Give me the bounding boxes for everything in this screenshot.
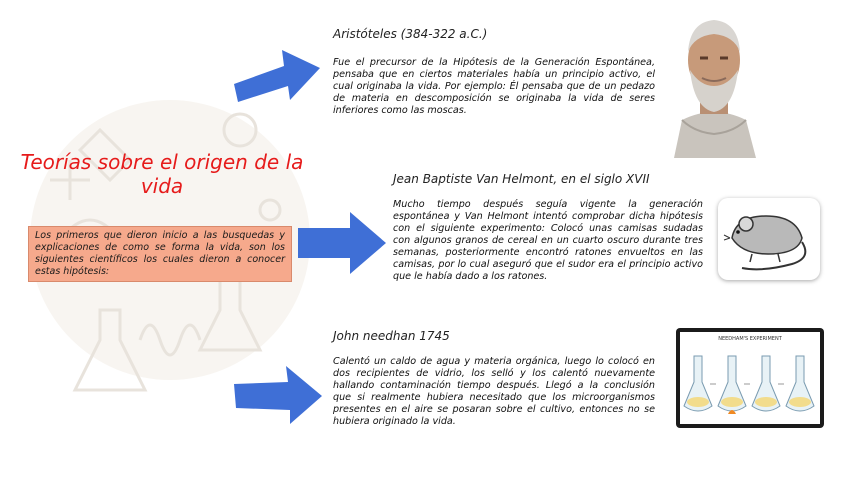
- flasks-illustration: [680, 346, 820, 422]
- needham-experiment-image: [680, 332, 820, 424]
- rat-image-frame: [718, 198, 820, 280]
- rat-image: [722, 202, 816, 276]
- arrow-right-icon: [296, 210, 388, 276]
- arrow-right-icon: [232, 44, 322, 108]
- section-body-needham: Calentó un caldo de agua y materia orgánica, luego lo colocó en dos recipientes de vidrio, los selló y los calentó nuevamente hallando contaminación tiempo después. Llegó a la conclusión que si realmente hubiera necesitado que los microorganismos presentes en el aire se posaran sobre el cultivo, entonces no se hubiera originado la vida.: [333, 356, 655, 427]
- needham-caption: NEEDHAM'S EXPERIMENT: [718, 336, 782, 342]
- section-body-van-helmont: Mucho tiempo después seguía vigente la generación espontánea y Van Helmont intentó comprobar dicha hipótesis con el siguiente experimento: Colocó unas camisas sudadas con algunos granos de cereal en un cuarto oscuro durante tres semanas, posteriormente encontró ratones envueltos en las camisas, por lo cual aseguró que el sudor era el principio activo que le había dado a los ratones.: [393, 199, 703, 282]
- section-title-van-helmont: Jean Baptiste Van Helmont, en el siglo XVII: [393, 172, 650, 186]
- aristotle-bust-image: [664, 8, 764, 158]
- page-title: Teorías sobre el origen de la vida: [20, 150, 304, 198]
- arrow-right-icon: [232, 364, 324, 426]
- needham-experiment-image-frame: [676, 328, 824, 428]
- section-body-aristoteles: Fue el precursor de la Hipótesis de la Generación Espontánea, pensaba que en ciertos materiales había un principio activo, el cual originaba la vida. Por ejemplo: Él pensaba que de un pedazo de materia en descomposición se originaba la vida de seres inferiores como las moscas.: [333, 57, 655, 116]
- section-title-needham: John needhan 1745: [333, 329, 450, 343]
- intro-text-box: Los primeros que dieron inicio a las busquedas y explicaciones de como se forma la vida, son los siguientes científicos los cuales dieron a conocer estas hipótesis:: [28, 226, 292, 282]
- section-title-aristoteles: Aristóteles (384-322 a.C.): [333, 27, 488, 41]
